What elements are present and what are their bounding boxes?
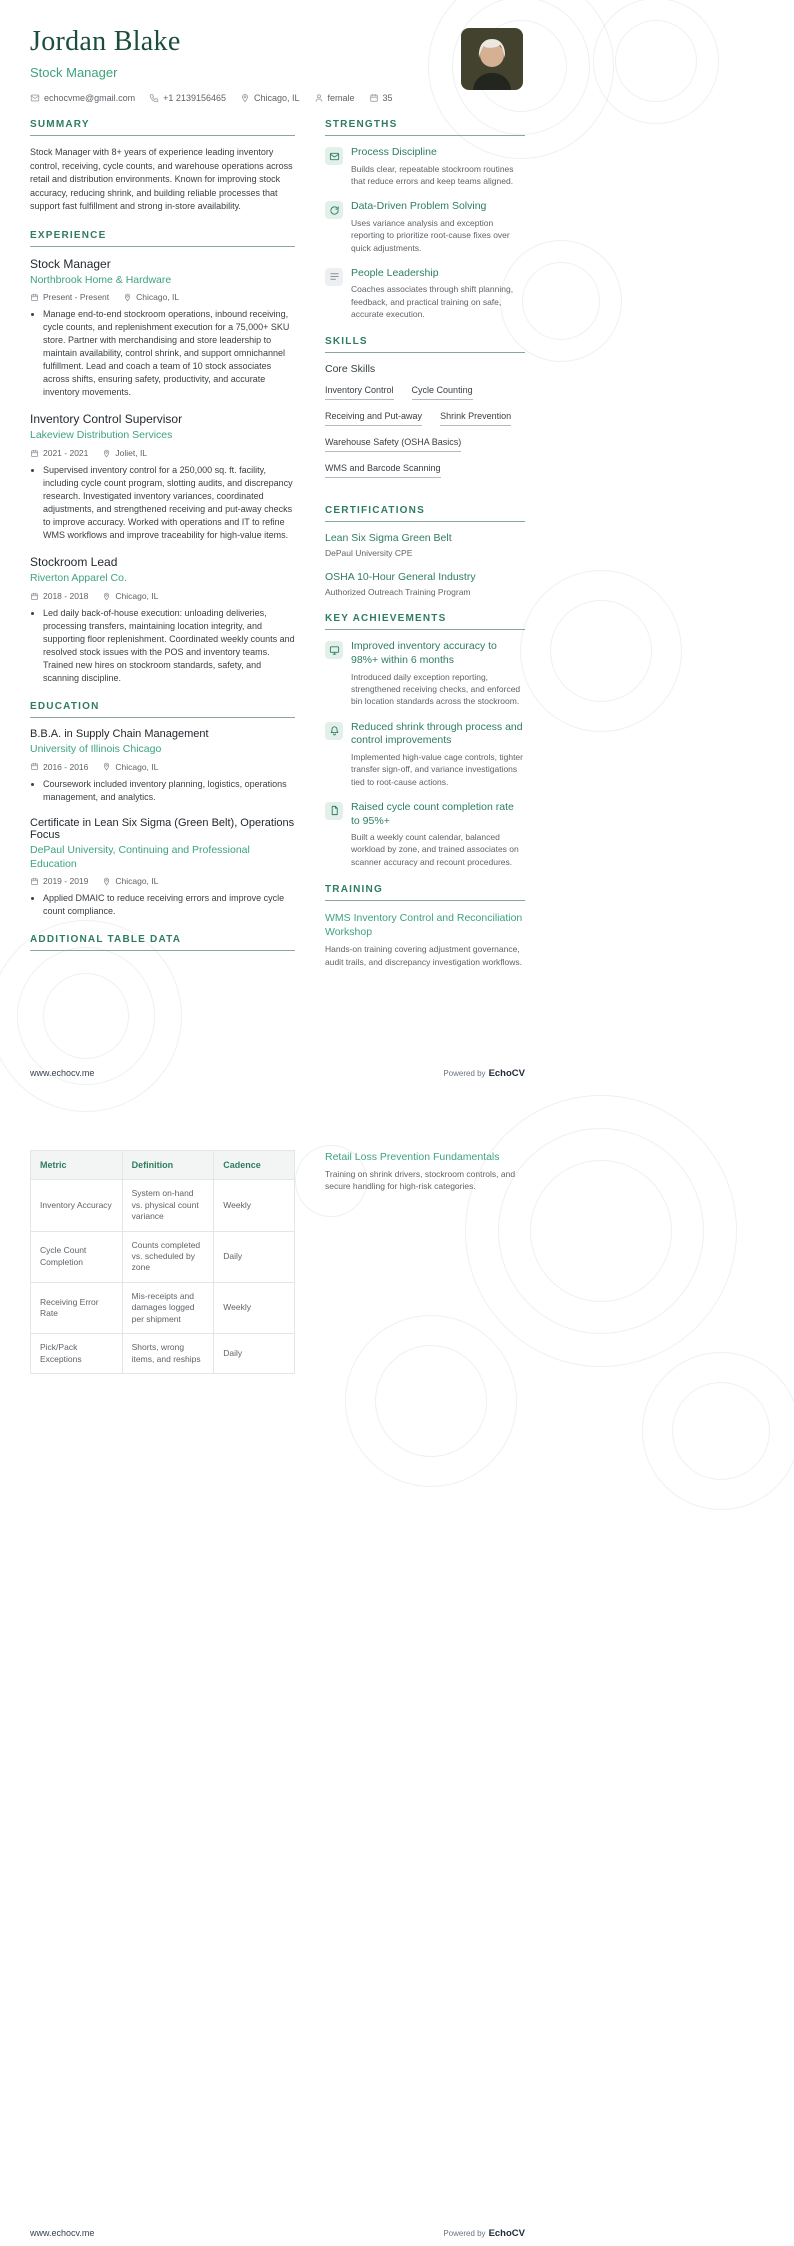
age-icon [369,93,379,103]
achievements-section [325,613,525,868]
education-dates: 2019 - 2019 [30,876,88,886]
achievement-title: Improved inventory accuracy to 98%+ within 6 months [351,640,497,667]
education-item [30,817,295,918]
training-desc: Training on shrink drivers, stockroom controls, and secure handling for high-risk categories. [325,1169,516,1192]
resume-header [30,26,525,103]
summary-heading: SUMMARY [30,119,295,136]
profile-photo [461,28,523,90]
skill-tags [325,385,525,489]
certifications-section [325,505,525,597]
skills-heading: SKILLS [325,336,525,353]
job-bullet: • Manage end-to-end stockroom operations, inbound receiving, cycle counts, and replenishment execution for a 75,000+ SKU store. Partner with merchandising and store leadership to maintain availability, control shrink, and support omnichannel fulfillment. Lead and coach a team of 10 stock associates across shifts, ensuring safety, productivity, and accurate inventory movements. [43,308,295,399]
experience-section [30,230,295,686]
training-desc: Hands-on training covering adjustment governance, audit trails, and discrepancy investigation workflows. [325,944,523,967]
training-title: Retail Loss Prevention Fundamentals [325,1151,500,1163]
job-location: Chicago, IL [123,292,179,302]
certification-item [325,532,525,558]
skill-tag: Inventory Control [325,385,394,400]
table-cell: Counts completed vs. scheduled by zone [122,1231,214,1282]
table-cell: Weekly [214,1282,295,1333]
strengths-heading: STRENGTHS [325,119,525,136]
training-item [325,911,525,968]
education-bullet: • Applied DMAIC to reduce receiving errors and improve cycle count compliance. [43,892,295,918]
job-dates: Present - Present [30,292,109,302]
strengths-section [325,119,525,320]
location-icon [102,877,111,886]
training-item [325,1150,525,1193]
contact-age: 35 [369,93,393,103]
table-header-cell: Cadence [214,1151,295,1180]
achievement-desc: Introduced daily exception reporting, strengthened receiving checks, and enforced bin location standards across the stockroom. [351,671,521,707]
school-name: University of Illinois Chicago [30,743,162,756]
calendar-icon [30,293,39,302]
contact-email: echocvme@gmail.com [30,93,135,103]
page-footer [30,2228,525,2239]
table-header-cell: Definition [122,1151,214,1180]
contact-gender: female [314,93,355,103]
job-company: Northbrook Home & Hardware [30,273,172,286]
job-dates: 2018 - 2018 [30,591,88,601]
footer-site: www.echocv.me [30,1068,95,1078]
certifications-heading: CERTIFICATIONS [325,505,525,522]
training-heading: TRAINING [325,884,525,901]
job-title: Inventory Control Supervisor [30,412,183,427]
achievements-heading: KEY ACHIEVEMENTS [325,613,525,630]
skill-tag: Shrink Prevention [440,411,511,426]
job-company: Lakeview Distribution Services [30,429,173,442]
achievement-item [325,640,525,707]
list-icon [325,268,343,286]
job-title-header: Stock Manager [30,65,118,80]
job-dates: 2021 - 2021 [30,448,88,458]
table-header-cell: Metric [31,1151,123,1180]
table-header-row [31,1151,295,1180]
additional-data-table [30,1150,295,1374]
calendar-icon [30,592,39,601]
table-row [31,1231,295,1282]
job-location: Joliet, IL [102,448,147,458]
location-icon [123,293,132,302]
certification-title: Lean Six Sigma Green Belt [325,532,452,545]
skill-tag: WMS and Barcode Scanning [325,463,441,478]
contact-location: Chicago, IL [240,93,300,103]
education-location: Chicago, IL [102,876,158,886]
page-title: Jordan Blake [30,26,181,57]
achievement-desc: Built a weekly count calendar, balanced workload by zone, and trained associates on scanner accuracy and recount procedures. [351,832,519,867]
email-icon [30,93,40,103]
location-icon [102,449,111,458]
education-item [30,728,295,804]
footer-brand: EchoCV [488,2228,525,2239]
additional-table-section [30,934,295,951]
achievement-title: Raised cycle count completion rate to 95%+ [351,800,514,827]
page-2 [0,1123,794,2246]
calendar-icon [30,877,39,886]
table-row [31,1282,295,1333]
experience-item [30,555,295,685]
job-location: Chicago, IL [102,591,158,601]
strength-desc: Coaches associates through shift planning, feedback, and practical training on safe, accurate execution. [351,284,514,320]
education-location: Chicago, IL [102,762,158,772]
file-icon [325,802,343,820]
training-section [325,884,525,968]
refresh-icon [325,201,343,219]
additional-table-heading: ADDITIONAL TABLE DATA [30,934,295,951]
skill-tag: Cycle Counting [412,385,473,400]
page-footer [30,1068,525,1079]
skills-group-title: Core Skills [325,363,376,376]
strength-desc: Builds clear, repeatable stockroom routines that reduce errors and keep teams aligned. [351,163,514,186]
strength-desc: Uses variance analysis and exception reporting to prioritize root-cause fixes over quick adjustments. [351,217,510,253]
education-bullet: • Coursework included inventory planning, logistics, operations management, and analytics. [43,778,295,804]
skill-tag: Receiving and Put-away [325,411,422,426]
achievement-item [325,801,525,868]
calendar-icon [30,762,39,771]
gender-icon [314,93,324,103]
experience-item [30,257,295,400]
location-icon [102,592,111,601]
strength-title: Process Discipline [351,146,437,158]
job-bullet: • Led daily back-of-house execution: unloading deliveries, processing transfers, maintaining location integrity, and supporting floor replenishment. Coordinated weekly counts and resolved stock issues with the POS and inventory teams. Trained new hires on stockroom standards, safety, and scanning discipline. [43,607,295,685]
experience-heading: EXPERIENCE [30,230,295,247]
table-row [31,1180,295,1231]
degree-title: B.B.A. in Supply Chain Management [30,728,209,741]
footer-powered: Powered by EchoCV [443,1068,525,1079]
bell-icon [325,722,343,740]
training-title: WMS Inventory Control and Reconciliation Workshop [325,912,523,939]
job-title: Stock Manager [30,256,111,271]
achievement-desc: Implemented high-value cage controls, tighter transfer sign-off, and variance investigations tied to root-cause actions. [351,751,523,787]
contact-phone: +1 2139156465 [149,93,226,103]
table-cell: Cycle Count Completion [31,1231,123,1282]
summary-text: Stock Manager with 8+ years of experience leading inventory control, receiving, cycle counts, and warehouse operations across retail and distribution environments. Known for improving stock accuracy, reducing shrink, and building reliable processes that support fast fulfillment and strong in-store availability. [30,147,293,211]
job-bullet: • Supervised inventory control for a 250,000 sq. ft. facility, including cycle count program, slotting audits, and discrepancy research. Investigated inventory variances, coordinated adjustments, and strengthened receiving and put-away checks to improve accuracy. Worked with operations and IT to refine WMS workflows and improve traceability for high-value items. [43,464,295,542]
table-cell: Daily [214,1231,295,1282]
table-cell: Shorts, wrong items, and reships [122,1334,214,1374]
location-icon [102,762,111,771]
calendar-icon [30,449,39,458]
experience-item [30,412,295,542]
skill-tag: Warehouse Safety (OSHA Basics) [325,437,461,452]
footer-site: www.echocv.me [30,2228,95,2238]
strength-item [325,267,525,321]
achievement-title: Reduced shrink through process and control improvements [351,720,523,747]
table-cell: System on-hand vs. physical count variance [122,1180,214,1231]
skills-section [325,336,525,489]
strength-item [325,200,525,254]
footer-brand: EchoCV [488,1068,525,1079]
monitor-icon [325,641,343,659]
table-cell: Pick/Pack Exceptions [31,1334,123,1374]
certification-issuer: Authorized Outreach Training Program [325,587,471,598]
certification-issuer: DePaul University CPE [325,548,413,559]
profile-photo-image [461,28,523,90]
strength-title: Data-Driven Problem Solving [351,200,487,213]
education-heading: EDUCATION [30,701,295,718]
table-cell: Mis-receipts and damages logged per shipment [122,1282,214,1333]
table-cell: Inventory Accuracy [31,1180,123,1231]
certification-title: OSHA 10-Hour General Industry [325,571,476,584]
job-title: Stockroom Lead [30,555,118,570]
school-name: DePaul University, Continuing and Professional Education [30,844,250,870]
table-cell: Weekly [214,1180,295,1231]
mail-icon [325,147,343,165]
location-icon [240,93,250,103]
strength-title: People Leadership [351,266,439,279]
job-company: Riverton Apparel Co. [30,572,127,585]
achievement-item [325,721,525,788]
certification-item [325,571,525,597]
summary-section [30,119,295,214]
education-section [30,701,295,918]
table-cell: Receiving Error Rate [31,1282,123,1333]
education-dates: 2016 - 2016 [30,762,88,772]
degree-title: Certificate in Lean Six Sigma (Green Belt), Operations Focus [30,817,295,842]
table-cell: Daily [214,1334,295,1374]
footer-powered: Powered by EchoCV [443,2228,525,2239]
strength-item [325,146,525,187]
phone-icon [149,93,159,103]
table-row [31,1334,295,1374]
contact-row [30,93,525,103]
